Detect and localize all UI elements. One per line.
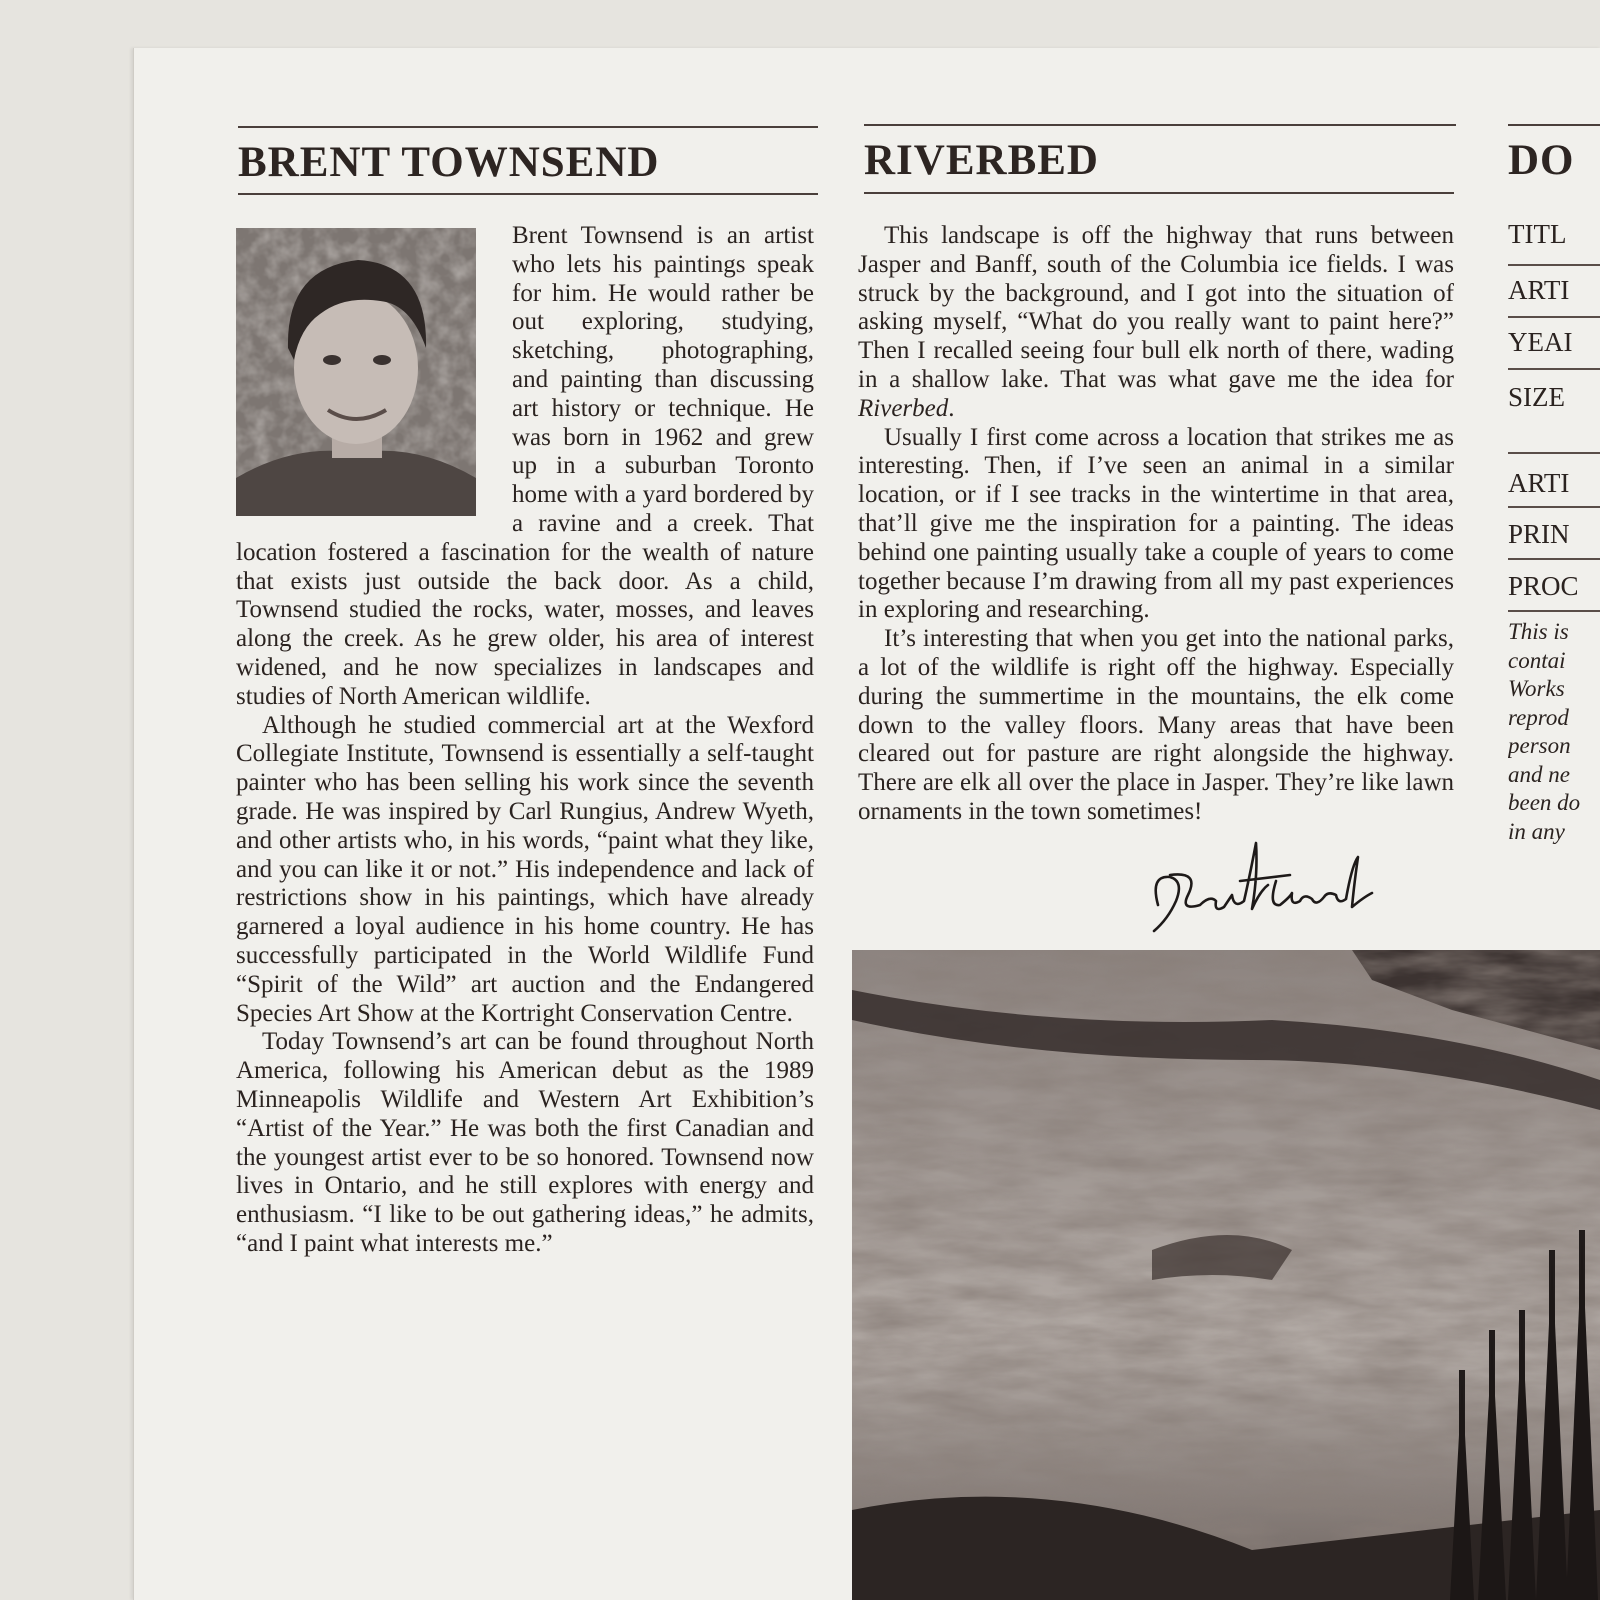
riverbed-paragraph-2: Usually I first come across a location that strikes me as interesting. Then, if I’ve seen an animal in a similar location, or if I see tracks in the wintertime in that area, that’ll give me the inspiration for a painting. The ideas behind one painting usually take a couple of years to come together because I’m drawing from all my past experiences in exploring and researching. [858, 423, 1454, 624]
riverbed-body [858, 222, 1454, 827]
specs-heading: DO [1508, 137, 1575, 184]
spec-row-title: TITL [1508, 214, 1600, 266]
spec-row-artist-2: ARTI [1508, 454, 1600, 508]
riverbed-rule-top [864, 124, 1456, 126]
spec-row-year: YEAI [1508, 318, 1600, 370]
note-line: Works [1508, 676, 1565, 701]
specs-table [1508, 214, 1600, 846]
bio-paragraph-3: Today Townsend’s art can be found throughout North America, following his American debut as the 1989 Minneapolis Wildlife and Western Art Exhibition’s “Artist of the Year.” He was both the first Canadian and the youngest artist ever to be so honored. Townsend now lives in Ontario, and he still explores with energy and enthusiasm. “I like to be out gathering ideas,” he admits, “and I paint what interests me.” [236, 1028, 814, 1257]
spec-row-print: PRIN [1508, 508, 1600, 560]
riverbed-painting-photo [852, 950, 1600, 1600]
note-line: been do [1508, 790, 1581, 815]
spec-row-process: PROC [1508, 560, 1600, 612]
heading-rule-bottom [238, 193, 818, 195]
bio-body [236, 222, 814, 1259]
note-line: and ne [1508, 761, 1570, 787]
riverbed-paragraph-1-end: . [948, 394, 955, 422]
painting-title: Riverbed [858, 394, 949, 422]
note-line: contai [1508, 647, 1566, 673]
note-line: person [1508, 733, 1571, 758]
spec-row-size: SIZE [1508, 370, 1600, 454]
bio-heading: BRENT TOWNSEND [238, 139, 660, 186]
riverbed-paragraph-3: It’s interesting that when you get into the national parks, a lot of the wildlife is right off the highway. Especially during the summertime in the mountains, the elk come down to the valley floors. Many areas that have been cleared out for pasture are right alongside the highway. There are elk all over the place in Jasper. They’re like lawn ornaments in the town sometimes! [858, 625, 1454, 825]
spec-row-artist: ARTI [1508, 266, 1600, 318]
heading-rule-top [238, 126, 818, 128]
artist-signature [1140, 835, 1380, 945]
specs-rule-top [1508, 124, 1600, 126]
bio-paragraph-2: Although he studied commercial art at the Wexford Collegiate Institute, Townsend is essentially a self-taught painter who has been selling his work since the seventh grade. He was inspired by Carl Rungius, Andrew Wyeth, and other artists who, in his words, “paint what they like, and you can like it or not.” His independence and lack of restrictions show in his paintings, which have already garnered a loyal audience in his home country. He has successfully participated in the World Wildlife Fund “Spirit of the Wild” art auction and the Endangered Species Art Show at the Kortright Conservation Centre. [236, 711, 814, 1027]
copyright-note [1508, 612, 1600, 846]
bio-paragraph-1: Brent Townsend is an artist who lets his paintings speak for him. He would rather be out exploring, studying, sketching, photographing, and painting than discussing art history or technique. He was born in 1962 and grew up in a suburban Toronto home with a yard bordered by a ravine and a creek. That location fostered a fascination for the wealth of nature that exists just outside the back door. As a child, Townsend studied the rocks, water, mosses, and leaves along the creek. As he grew older, his area of interest widened, and he now specializes in landscapes and studies of North American wildlife. [236, 222, 814, 710]
artist-portrait-photo [236, 228, 476, 516]
note-line: reprod [1508, 704, 1569, 730]
note-line: in any [1508, 818, 1565, 844]
riverbed-paragraph-1 [858, 222, 1454, 424]
riverbed-heading: RIVERBED [864, 137, 1099, 184]
riverbed-rule-bottom [864, 192, 1454, 194]
note-line: This is [1508, 619, 1569, 644]
riverbed-paragraph-1-text: This landscape is off the highway that runs between Jasper and Banff, south of the Columbia ice fields. I was struck by the background, and I got into the situation of asking myself, “What do you really want to paint here?” Then I recalled seeing four bull elk north of there, wading in a shallow lake. That was what gave me the idea for [858, 222, 1454, 393]
